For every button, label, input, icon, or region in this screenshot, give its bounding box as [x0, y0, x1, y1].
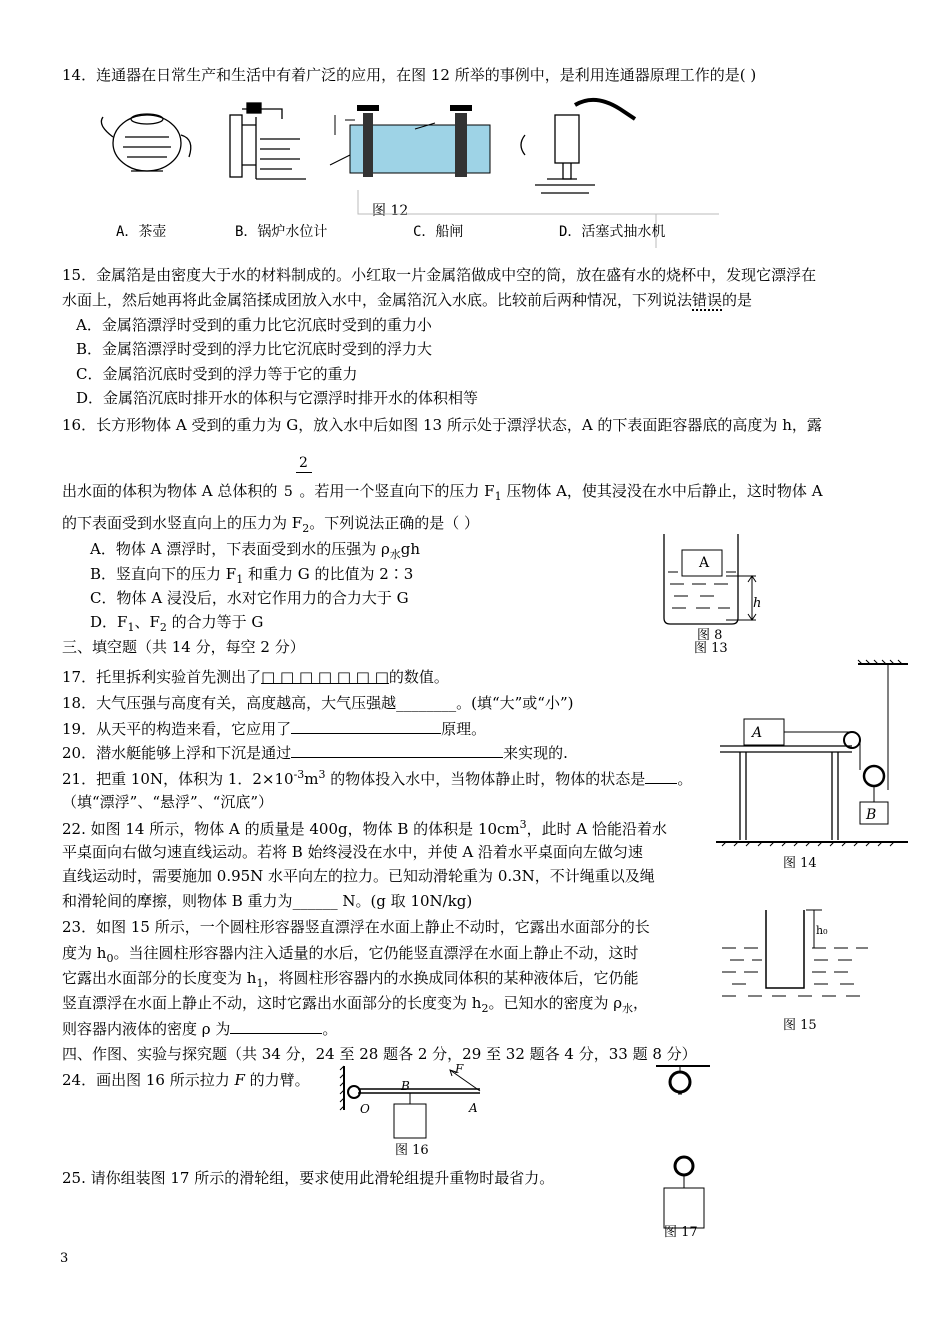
section-4-heading: 四、作图、实验与探究题（共 34 分，24 至 28 题各 2 分，29 至 32 题各 4 分，33 题 8 分）: [62, 1045, 697, 1063]
q19: 19．从天平的构造来看，它应用了 原理。: [62, 720, 487, 738]
figure-15: [722, 906, 872, 1016]
q14-option-b: B．锅炉水位计: [235, 224, 328, 240]
q14-stem: 14．连通器在日常生产和生活中有着广泛的应用，在图 12 所举的事例中，是利用连通器原理工作的是( ): [62, 66, 757, 84]
fig17-label: 图 17: [664, 1225, 698, 1240]
q22-line3: 直线运动时，需要施加 0.95N 水平向左的拉力。已知动滑轮重为 0.3N，不计绳重以及绳: [62, 867, 655, 885]
figure-14: [712, 660, 912, 850]
q23-line3: 它露出水面部分的长度变为 $h_1$，将圆柱形容器内的水换成同体积的某种液体后，它仍能: [62, 969, 639, 990]
q23-line4: 竖直漂浮在水面上静止不动，这时它露出水面部分的长度变为 $h_2$。已知水的密度为 $\rho_水$，: [62, 994, 649, 1015]
q15-option-b: B．金属箔漂浮时受到的浮力比它沉底时受到的浮力大: [76, 340, 433, 358]
q16-fraction-bar: [296, 472, 312, 473]
q17: 17．托里拆利实验首先测出了□ □ □ □ □ □ □的数值。: [62, 668, 449, 686]
boiler-gauge-drawing: [230, 103, 306, 179]
fig16-f-label: F: [455, 1062, 464, 1076]
fig16-b-label: B: [401, 1079, 410, 1093]
figure-13: [662, 532, 792, 632]
fig15-label: 图 15: [783, 1018, 817, 1033]
q15-line2: 水面上，然后她再将此金属箔揉成团放入水中，金属箔沉入水底。比较前后两种情况，下列说法错误的是: [62, 291, 753, 309]
q18: 18．大气压强与高度有关，高度越高，大气压强越________。(填“大”或“小”): [62, 694, 574, 712]
fig16-a-label: A: [469, 1101, 478, 1115]
q14-option-d: D．活塞式抽水机: [559, 224, 666, 240]
ship-lock-drawing: [330, 105, 490, 177]
q15-option-d: D．金属箔沉底时排开水的体积与它漂浮时排开水的体积相等: [76, 389, 479, 407]
q21-line2: （填“漂浮”、“悬浮”、“沉底”）: [62, 793, 274, 811]
q22-line1: 22. 如图 14 所示，物体 A 的质量是 400g，物体 B 的体积是 $10cm^3$，此时 A 恰能沿着水: [62, 818, 668, 838]
fig13-h-label: h: [753, 596, 762, 611]
fig12-option-frame: [356, 190, 721, 250]
q15-option-c: C．金属箔沉底时受到的浮力等于它的重力: [76, 365, 358, 383]
q22-line2: 平桌面向右做匀速直线运动。若将 B 始终浸没在水中，并使 A 沿着水平桌面向左做匀速: [62, 843, 643, 861]
teapot-drawing: [101, 114, 190, 171]
q14-option-a: A．茶壶: [116, 224, 167, 240]
piston-pump-drawing: [521, 100, 635, 193]
q24-stem: 24．画出图 16 所示拉力 F 的力臂。: [62, 1071, 310, 1089]
q20: 20．潜水艇能够上浮和下沉是通过 来实现的.: [62, 744, 568, 762]
q15-option-a: A．金属箔漂浮时受到的重力比它沉底时受到的重力小: [76, 316, 432, 334]
q21-line1: 21．把重 10N，体积为 1．$2\times 10^{-3}m^3$ 的物体投入水中，当物体静止时，物体的状态是 。: [62, 768, 693, 788]
q16-line2: 出水面的体积为物体 A 总体积的 5 。若用一个竖直向下的压力 $F_1$ 压物体 A，使其浸没在水中后静止，这时物体 A: [62, 482, 823, 503]
q16-line1: 16．长方形物体 A 受到的重力为 G，放入水中后如图 13 所示处于漂浮状态，A 的下表面距容器底的高度为 h，露: [62, 416, 822, 434]
fig13-label: 图 13: [694, 641, 728, 656]
q16-option-c: C．物体 A 浸没后，水对它作用力的合力大于 G: [90, 589, 409, 607]
q14-option-c: C．船闸: [413, 224, 464, 240]
q16-option-b: B．竖直向下的压力 $F_1$ 和重力 G 的比值为 2∶3: [90, 565, 414, 586]
fig14-a-label: A: [752, 725, 763, 741]
section-3-heading: 三、填空题（共 14 分，每空 2 分）: [62, 638, 305, 656]
q16-option-a: A．物体 A 漂浮时，下表面受到水的压强为 $\rho_水gh$: [90, 540, 421, 561]
q16-line3: 的下表面受到水竖直向上的压力为 $F_2$。下列说法正确的是（ ）: [62, 514, 479, 535]
fig14-b-label: B: [866, 807, 877, 823]
fig13-box-label: A: [699, 555, 710, 571]
q16-option-d: D．$F_1$、$F_2$ 的合力等于 G: [90, 613, 264, 634]
q15-line1: 15．金属箔是由密度大于水的材料制成的。小红取一片金属箔做成中空的筒，放在盛有水的烧杯中，发现它漂浮在: [62, 266, 817, 284]
fig16-o-label: O: [360, 1102, 370, 1116]
figure-17: [650, 1062, 730, 1232]
page-number: 3: [60, 1251, 69, 1266]
fig13-old-label: 图 8: [697, 628, 723, 643]
q22-line4: 和滑轮间的摩擦，则物体 B 重力为______ N。(g 取 10N/kg): [62, 892, 473, 910]
q23-line5: 则容器内液体的密度 ρ 为 。: [62, 1020, 338, 1038]
q23-line1: 23．如图 15 所示，一个圆柱形容器竖直漂浮在水面上静止不动时，它露出水面部分的长: [62, 918, 650, 936]
fig15-h0-label: h₀: [816, 924, 828, 937]
fig14-label: 图 14: [783, 856, 817, 871]
q23-line2: 度为 $h_0$。当往圆柱形容器内注入适量的水后，它仍能竖直漂浮在水面上静止不动，这时: [62, 944, 639, 965]
q25-stem: 25. 请你组装图 17 所示的滑轮组，要求使用此滑轮组提升重物时最省力。: [62, 1169, 555, 1187]
fig16-label: 图 16: [395, 1143, 429, 1158]
fig12-label: 图 12: [372, 203, 409, 219]
q16-fraction-numerator: 2: [299, 455, 308, 471]
